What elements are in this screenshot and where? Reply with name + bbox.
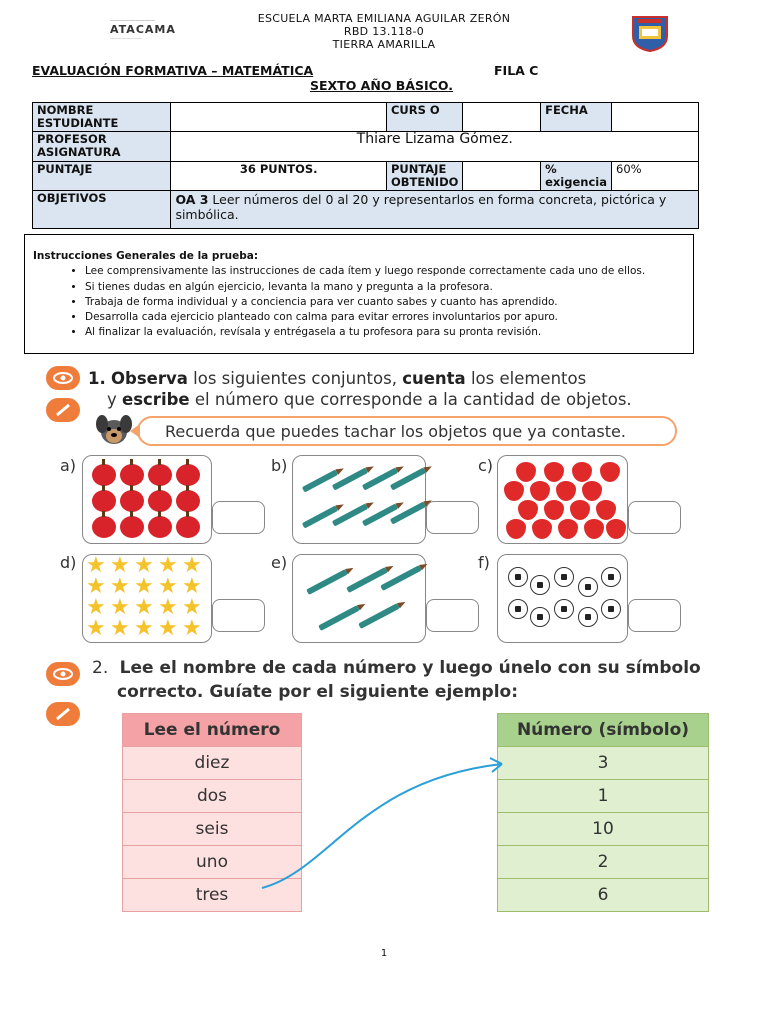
question2-number: 2. — [92, 658, 109, 678]
soccer-ball — [530, 607, 550, 627]
set-d-answer-box[interactable] — [212, 599, 265, 632]
question2-text-1: Lee el nombre de cada número y luego únelo con su símbolo — [119, 658, 701, 678]
number-word[interactable]: dos — [123, 780, 302, 813]
strawberry — [582, 481, 602, 501]
teacher-name: Thiare Lizama Gómez. — [171, 132, 699, 162]
pencil — [306, 569, 348, 595]
star: ★ — [182, 574, 202, 599]
number-word[interactable]: tres — [123, 879, 302, 912]
strawberry — [596, 500, 616, 520]
logo-text: ATACAMA — [110, 23, 176, 36]
date-field[interactable] — [612, 103, 699, 132]
soccer-ball — [554, 567, 574, 587]
set-f-box — [497, 554, 628, 643]
apple — [120, 490, 144, 512]
exigencia-value: 60% — [612, 162, 699, 191]
number-word[interactable]: diez — [123, 747, 302, 780]
grade-text: SEXTO AÑO BÁSICO — [310, 78, 449, 93]
question2-line1 — [92, 656, 701, 680]
soccer-ball — [578, 607, 598, 627]
strawberry — [504, 481, 524, 501]
objectives-label: OBJETIVOS — [33, 191, 171, 229]
strawberry — [572, 462, 592, 482]
exigencia-label: % exigencia — [541, 162, 612, 191]
title-row — [32, 63, 732, 79]
strawberry — [584, 519, 604, 539]
question2-text-2: correcto. Guíate por el siguiente ejemplo: — [117, 682, 518, 702]
soccer-ball — [530, 575, 550, 595]
star: ★ — [134, 595, 154, 620]
question1-text-2: los elementos — [465, 369, 587, 388]
eye-icon — [46, 662, 80, 686]
soccer-ball — [601, 567, 621, 587]
set-a-letter: a) — [60, 456, 77, 475]
question1-line1 — [88, 369, 586, 389]
apple — [176, 490, 200, 512]
school-rbd: RBD 13.118-0 — [343, 25, 425, 38]
star: ★ — [86, 616, 106, 641]
number-symbols-header: Número (símbolo) — [498, 714, 709, 747]
star: ★ — [158, 574, 178, 599]
set-b-box — [292, 455, 426, 544]
instruction-item: • Al finalizar la evaluación, revísala y entrégasela a tu profesora para su pronta revisión. — [85, 325, 685, 340]
question1-number: 1. — [88, 369, 106, 388]
grade-title: SEXTO AÑO BÁSICO. — [310, 78, 453, 93]
instructions-list — [85, 264, 685, 340]
set-a-answer-box[interactable] — [212, 501, 265, 534]
example-connector-arrow — [250, 750, 520, 900]
instruction-item: • Desarrolla cada ejercicio planteado con calma para evitar errores involuntarios por apuro. — [85, 310, 685, 325]
number-symbol[interactable]: 10 — [498, 813, 709, 846]
eye-icon — [46, 366, 80, 390]
soccer-ball — [508, 599, 528, 619]
oa-description: Leer números del 0 al 20 y representarlos en forma concreta, pictórica y simbólica. — [175, 192, 667, 222]
instruction-item: • Si tienes dudas en algún ejercicio, levanta la mano y pregunta a la profesora. — [85, 280, 685, 295]
pencil-icon — [46, 702, 80, 726]
objective-text — [171, 191, 699, 229]
star: ★ — [182, 553, 202, 578]
star: ★ — [110, 595, 130, 620]
number-symbol[interactable]: 6 — [498, 879, 709, 912]
apple — [92, 516, 116, 538]
star: ★ — [86, 595, 106, 620]
oa-code: OA 3 — [175, 192, 209, 207]
strawberry — [606, 519, 626, 539]
strawberry — [506, 519, 526, 539]
apple — [92, 464, 116, 486]
star: ★ — [134, 574, 154, 599]
pencil — [318, 605, 360, 631]
question1-text-4: el número que corresponde a la cantidad de objetos. — [189, 390, 632, 409]
apple — [92, 490, 116, 512]
course-label: CURS O — [386, 103, 462, 132]
question1-text-1: los siguientes conjuntos, — [187, 369, 403, 388]
strawberry — [516, 462, 536, 482]
obtained-label: PUNTAJE OBTENIDO — [386, 162, 462, 191]
set-d-box — [82, 554, 212, 643]
star: ★ — [134, 553, 154, 578]
star: ★ — [110, 616, 130, 641]
apple — [176, 516, 200, 538]
school-name: ESCUELA MARTA EMILIANA AGUILAR ZERÓN — [257, 12, 511, 25]
set-f-answer-box[interactable] — [628, 599, 681, 632]
set-c-answer-box[interactable] — [628, 501, 681, 534]
star: ★ — [86, 553, 106, 578]
set-e-letter: e) — [271, 553, 288, 572]
word-escribe: escribe — [122, 390, 190, 409]
score-label: PUNTAJE — [33, 162, 171, 191]
number-words-header: Lee el número — [123, 714, 302, 747]
strawberry — [544, 500, 564, 520]
star: ★ — [182, 595, 202, 620]
logo-subtagline: ———————— — [110, 36, 142, 41]
star: ★ — [134, 616, 154, 641]
strawberry — [570, 500, 590, 520]
logo-tagline: ————————— — [110, 18, 155, 24]
set-a-box — [82, 455, 212, 544]
apple — [176, 464, 200, 486]
pencil-icon — [46, 398, 80, 422]
soccer-ball — [508, 567, 528, 587]
obtained-field[interactable] — [463, 162, 541, 191]
set-d-letter: d) — [60, 553, 77, 572]
apple — [148, 490, 172, 512]
number-word[interactable]: seis — [123, 813, 302, 846]
dog-mascot-icon — [94, 412, 134, 448]
set-e-box — [292, 554, 426, 643]
number-symbol[interactable]: 2 — [498, 846, 709, 879]
star: ★ — [158, 595, 178, 620]
strawberry — [532, 519, 552, 539]
set-c-letter: c) — [478, 456, 494, 475]
soccer-ball — [578, 577, 598, 597]
star: ★ — [86, 574, 106, 599]
fila-label: FILA C — [494, 63, 539, 78]
set-e-answer-box[interactable] — [426, 599, 479, 632]
score-value: 36 PUNTOS. — [171, 162, 387, 191]
course-field[interactable] — [463, 103, 541, 132]
apple — [120, 464, 144, 486]
school-location: TIERRA AMARILLA — [332, 38, 436, 51]
atacama-logo — [110, 18, 200, 42]
star: ★ — [182, 616, 202, 641]
set-f-letter: f) — [478, 553, 490, 572]
word-cuenta: cuenta — [402, 369, 466, 388]
set-b-letter: b) — [271, 456, 288, 475]
number-word[interactable]: uno — [123, 846, 302, 879]
pencil — [302, 469, 338, 492]
star: ★ — [158, 553, 178, 578]
strawberry — [556, 481, 576, 501]
question1-line2 — [107, 390, 632, 410]
page-number: 1 — [380, 948, 388, 959]
star: ★ — [110, 553, 130, 578]
strawberry — [558, 519, 578, 539]
instructions-heading: Instrucciones Generales de la prueba: — [33, 250, 259, 262]
school-crest-icon — [630, 14, 670, 52]
student-name-field[interactable] — [171, 103, 387, 132]
strawberry — [530, 481, 550, 501]
instruction-item: • Trabaja de forma individual y a conciencia para ver cuanto sabes y cuanto has aprendido. — [85, 295, 685, 310]
strawberry — [518, 500, 538, 520]
pencil — [302, 505, 338, 528]
apple — [148, 516, 172, 538]
word-observa: Observa — [111, 369, 188, 388]
star: ★ — [110, 574, 130, 599]
hint-bubble: Recuerda que puedes tachar los objetos que ya contaste. — [137, 416, 677, 446]
number-symbol[interactable]: 1 — [498, 780, 709, 813]
set-c-box — [497, 455, 628, 544]
set-b-answer-box[interactable] — [426, 501, 479, 534]
instructions-box — [24, 234, 694, 354]
date-label: FECHA — [541, 103, 612, 132]
strawberry — [544, 462, 564, 482]
soccer-ball — [601, 599, 621, 619]
apple — [148, 464, 172, 486]
soccer-ball — [554, 599, 574, 619]
strawberry — [600, 462, 620, 482]
teacher-label: PROFESOR ASIGNATURA — [33, 132, 171, 162]
evaluation-title: EVALUACIÓN FORMATIVA – MATEMÁTICA — [32, 63, 314, 78]
number-symbol[interactable]: 3 — [498, 747, 709, 780]
number-symbols-table — [497, 713, 709, 912]
student-info-table — [32, 102, 699, 229]
apple — [120, 516, 144, 538]
question1-text-3: y — [107, 390, 123, 409]
star: ★ — [158, 616, 178, 641]
instruction-item: • Lee comprensivamente las instrucciones de cada ítem y luego responde correctamente cada uno de ellos. — [85, 264, 685, 279]
student-label: NOMBRE ESTUDIANTE — [33, 103, 171, 132]
